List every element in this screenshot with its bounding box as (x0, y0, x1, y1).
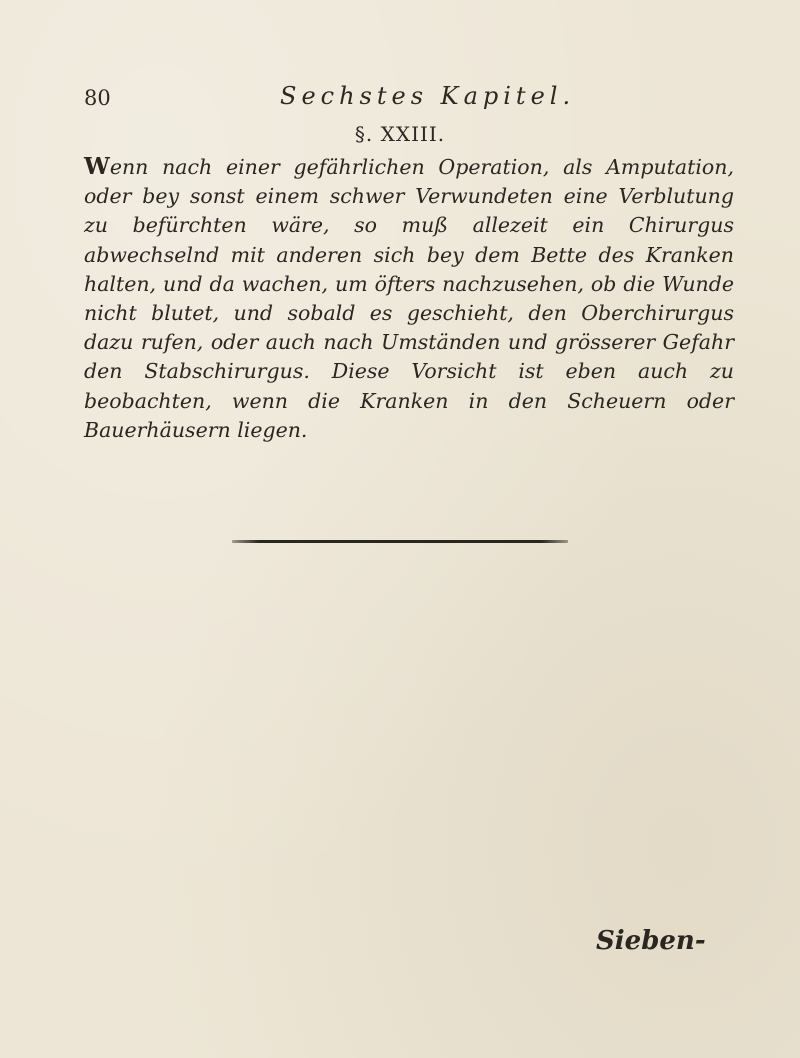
section-heading: §. XXIII. (354, 122, 446, 146)
catchword: Sieben- (596, 926, 706, 956)
running-head: Sechstes Kapitel. (280, 82, 576, 110)
paragraph-text: enn nach einer gefährlichen Operation, als Amputation, oder bey sonst einem schwer Verwundeten eine Verblutung zu befürchten wäre, so muß allezeit ein Chirurgus abwechselnd mit anderen sich bey dem Bette des Kranken halten, und da wachen, um öfters nachzusehen, ob die Wunde nicht blutet, und sobald es geschieht, den Oberchirurgus dazu rufen, oder auch nach Umständen und grösserer Gefahr den Stabschirurgus. Diese Vorsicht ist eben auch zu beobachten, wenn die Kranken in den Scheuern oder Bauerhäusern liegen. (84, 155, 734, 442)
ornamental-rule (232, 540, 568, 543)
body-paragraph (84, 152, 734, 445)
page-number: 80 (84, 86, 111, 110)
drop-capital: W (84, 153, 110, 180)
